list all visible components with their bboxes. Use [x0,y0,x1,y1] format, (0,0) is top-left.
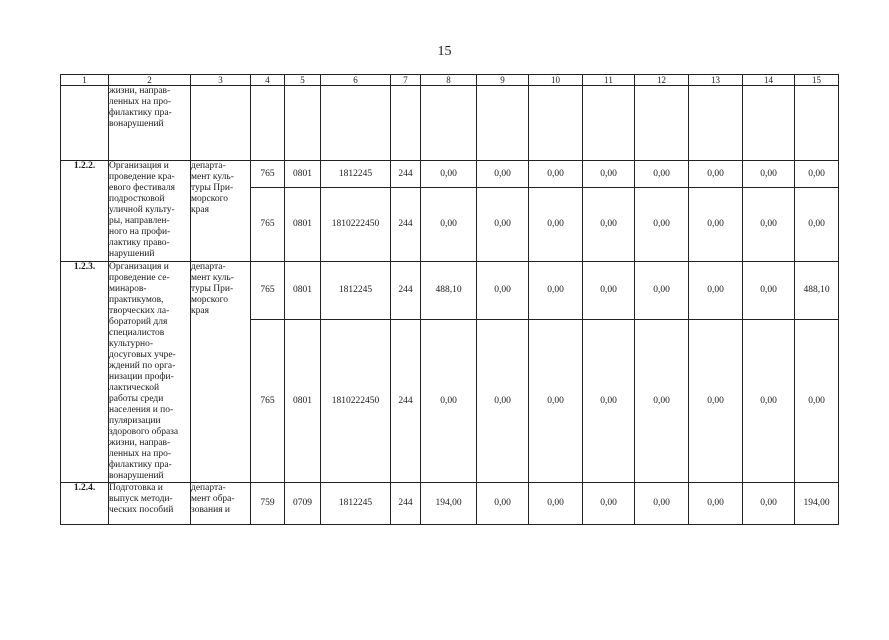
table-cell: 0,00 [529,161,583,188]
item-number: 1.2.2. [61,161,109,262]
table-cell: 765 [251,161,285,188]
table-cell: 0,00 [743,320,795,483]
table-cell: 244 [391,161,421,188]
table-cell [391,86,421,161]
column-header: 13 [689,75,743,86]
table-cell [477,86,529,161]
table-row [61,86,839,161]
table-cell: 0801 [285,262,321,320]
column-header: 1 [61,75,109,86]
table-cell: 194,00 [795,483,839,525]
activity-name: Организация и проведение се- минаров- практикумов, творческих ла- бораторий для специалистов культурно- досуговых учре- ждений по орга- низации профи- лактической работы среди населения и по- пуляризации здорового образа жизни, направ- ленных на про- филактику пра- вонарушений [109,262,191,483]
table-cell: 0,00 [635,320,689,483]
table-cell: 0,00 [477,262,529,320]
table-cell: 0,00 [583,188,635,262]
table-cell: 244 [391,188,421,262]
table-cell: 0,00 [795,320,839,483]
table-cell: 0709 [285,483,321,525]
table-cell: 0,00 [795,188,839,262]
table-cell [743,86,795,161]
table-cell: 0,00 [529,320,583,483]
column-numbers-row [61,75,839,86]
table-cell: 0,00 [689,262,743,320]
table-cell: 0801 [285,161,321,188]
table-cell: 0,00 [583,483,635,525]
table-cell [321,86,391,161]
table-cell: 0,00 [689,161,743,188]
table-cell: 0,00 [635,161,689,188]
table-row [61,483,839,525]
table-cell: 0,00 [421,320,477,483]
responsible-department: департа- мент куль- туры При- морского края [191,161,251,262]
item-number: 1.2.3. [61,262,109,483]
column-header: 12 [635,75,689,86]
table-cell: 1812245 [321,161,391,188]
table-cell: 0,00 [583,320,635,483]
column-header: 9 [477,75,529,86]
table-cell: 0801 [285,188,321,262]
table-cell: 244 [391,320,421,483]
table-cell [421,86,477,161]
budget-table [60,74,839,525]
column-header: 3 [191,75,251,86]
column-header: 5 [285,75,321,86]
table-cell: 0,00 [583,161,635,188]
table-cell: 1812245 [321,483,391,525]
table-cell [285,86,321,161]
table-cell: 0,00 [477,188,529,262]
table-cell [251,86,285,161]
table-cell: 194,00 [421,483,477,525]
table-cell: 0,00 [477,320,529,483]
table-cell: 0,00 [421,188,477,262]
table-cell [529,86,583,161]
column-header: 14 [743,75,795,86]
column-header: 6 [321,75,391,86]
table-cell [795,86,839,161]
table-cell: 765 [251,262,285,320]
column-header: 11 [583,75,635,86]
table-cell: 1810222450 [321,188,391,262]
table-row [61,161,839,188]
table-cell: 0,00 [477,483,529,525]
activity-name: Организация и проведение кра- евого фестиваля подростковой уличной культу- ры, направлен- ного на профи- лактику право- нарушений [109,161,191,262]
table-cell: 0,00 [477,161,529,188]
table-cell: 1812245 [321,262,391,320]
table-cell [61,86,109,161]
table-cell: 0,00 [635,188,689,262]
table-cell: 0,00 [743,161,795,188]
table-cell: 0,00 [635,262,689,320]
table-cell: 0,00 [743,188,795,262]
table-cell: 0,00 [529,483,583,525]
table-cell [191,86,251,161]
table-cell: 488,10 [421,262,477,320]
table-cell: 1810222450 [321,320,391,483]
table-cell: 0,00 [529,188,583,262]
table-cell: 0,00 [743,483,795,525]
table-cell: 0801 [285,320,321,483]
responsible-department: департа- мент обра- зования и [191,483,251,525]
table-cell: 488,10 [795,262,839,320]
table-cell: 765 [251,320,285,483]
table-row [61,262,839,320]
table-cell: 0,00 [529,262,583,320]
table-cell: 765 [251,188,285,262]
table-cell: 0,00 [689,483,743,525]
column-header: 8 [421,75,477,86]
column-header: 2 [109,75,191,86]
table-cell: 0,00 [689,188,743,262]
activity-name: Подготовка и выпуск методи- ческих пособий [109,483,191,525]
table-cell [583,86,635,161]
table-cell: 244 [391,483,421,525]
item-number: 1.2.4. [61,483,109,525]
table-cell: 244 [391,262,421,320]
column-header: 4 [251,75,285,86]
page-number: 15 [437,44,452,59]
table-cell: 0,00 [583,262,635,320]
table-cell [635,86,689,161]
table-cell: 0,00 [795,161,839,188]
column-header: 10 [529,75,583,86]
table-cell: 759 [251,483,285,525]
table-cell: 0,00 [421,161,477,188]
table-cell: 0,00 [635,483,689,525]
column-header: 7 [391,75,421,86]
table-cell: 0,00 [689,320,743,483]
column-header: 15 [795,75,839,86]
table-cell [689,86,743,161]
activity-name: жизни, направ- ленных на про- филактику пра- вонарушений [109,86,191,161]
table-cell: 0,00 [743,262,795,320]
responsible-department: департа- мент куль- туры При- морского края [191,262,251,483]
